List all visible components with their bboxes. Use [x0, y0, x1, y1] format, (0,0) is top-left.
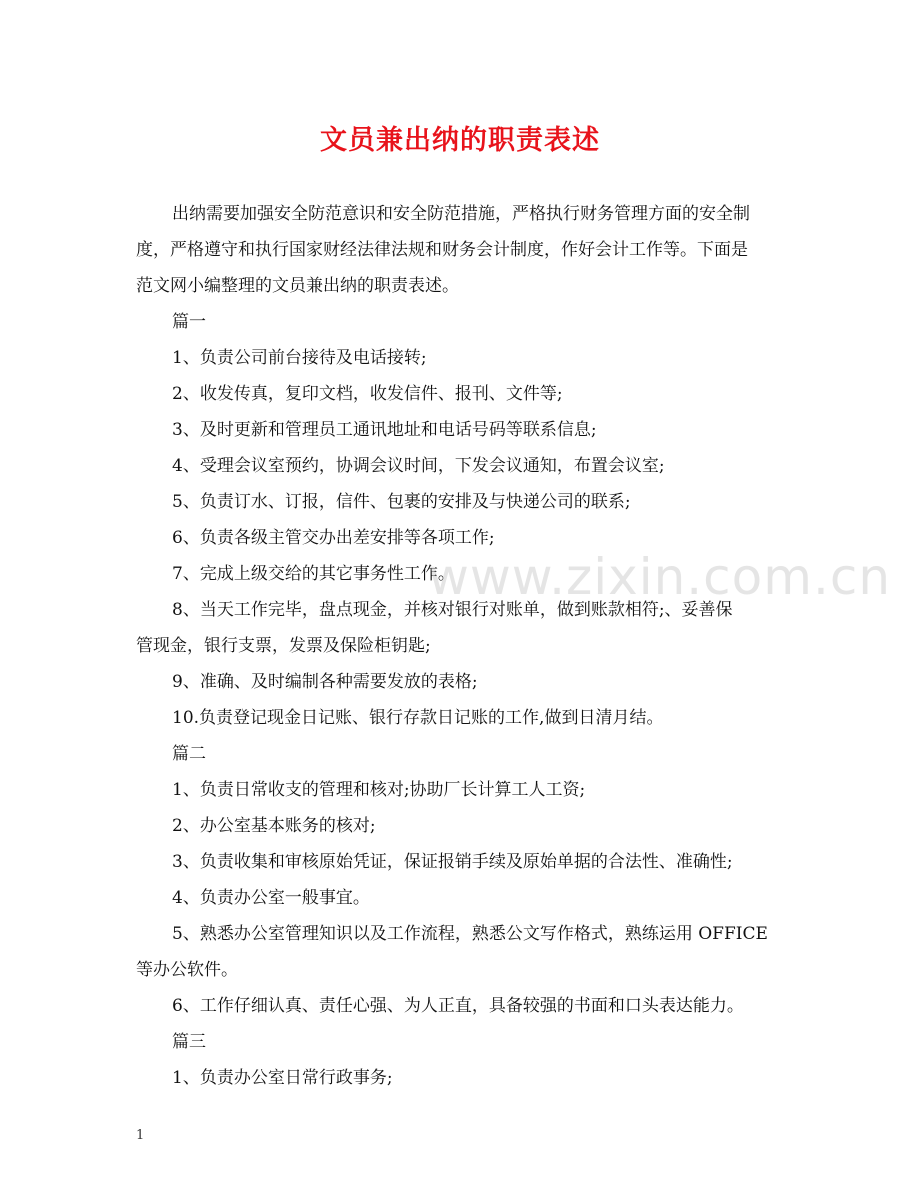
document-body — [136, 196, 786, 1096]
list-item: 1、负责日常收支的管理和核对;协助厂长计算工人工资; — [172, 780, 586, 800]
list-item-5-line-2: 等办公软件。 — [136, 960, 238, 980]
list-item: 7、完成上级交给的其它事务性工作。 — [172, 564, 455, 584]
document-title: 文员兼出纳的职责表述 — [320, 125, 600, 156]
intro-line-3: 范文网小编整理的文员兼出纳的职责表述。 — [136, 276, 459, 296]
list-item-10: 10.负责登记现金日记账、银行存款日记账的工作,做到日清月结。 — [172, 708, 664, 728]
section-heading-1: 篇一 — [172, 312, 206, 332]
list-item: 3、负责收集和审核原始凭证，保证报销手续及原始单据的合法性、准确性; — [172, 852, 733, 872]
list-item: 4、负责办公室一般事宜。 — [172, 888, 370, 908]
list-item: 1、负责办公室日常行政事务; — [172, 1068, 393, 1088]
section-heading-2: 篇二 — [172, 744, 206, 764]
list-item: 4、受理会议室预约，协调会议时间，下发会议通知，布置会议室; — [172, 456, 665, 476]
list-item: 2、办公室基本账务的核对; — [172, 816, 376, 836]
list-item: 6、负责各级主管交办出差安排等各项工作; — [172, 528, 495, 548]
watermark: www.zixin.com.cn — [428, 548, 892, 606]
list-item-8-line-2: 管现金，银行支票，发票及保险柜钥匙; — [136, 636, 431, 656]
section-heading-3: 篇三 — [172, 1032, 206, 1052]
list-item: 5、负责订水、订报，信件、包裹的安排及与快递公司的联系; — [172, 492, 631, 512]
page-number: 1 — [136, 1128, 145, 1143]
list-item-9: 9、准确、及时编制各种需要发放的表格; — [172, 672, 478, 692]
list-item-5-line-1: 5、熟悉办公室管理知识以及工作流程，熟悉公文写作格式，熟练运用 OFFICE — [172, 924, 768, 944]
intro-line-1: 出纳需要加强安全防范意识和安全防范措施，严格执行财务管理方面的安全制 — [172, 204, 750, 224]
intro-line-2: 度，严格遵守和执行国家财经法律法规和财务会计制度，作好会计工作等。下面是 — [136, 240, 748, 260]
list-item-6: 6、工作仔细认真、责任心强、为人正直，具备较强的书面和口头表达能力。 — [172, 996, 744, 1016]
list-item: 3、及时更新和管理员工通讯地址和电话号码等联系信息; — [172, 420, 597, 440]
list-item-8-line-1: 8、当天工作完毕，盘点现金，并核对银行对账单，做到账款相符;、妥善保 — [172, 600, 733, 620]
list-item: 1、负责公司前台接待及电话接转; — [172, 348, 427, 368]
list-item: 2、收发传真，复印文档，收发信件、报刊、文件等; — [172, 384, 563, 404]
